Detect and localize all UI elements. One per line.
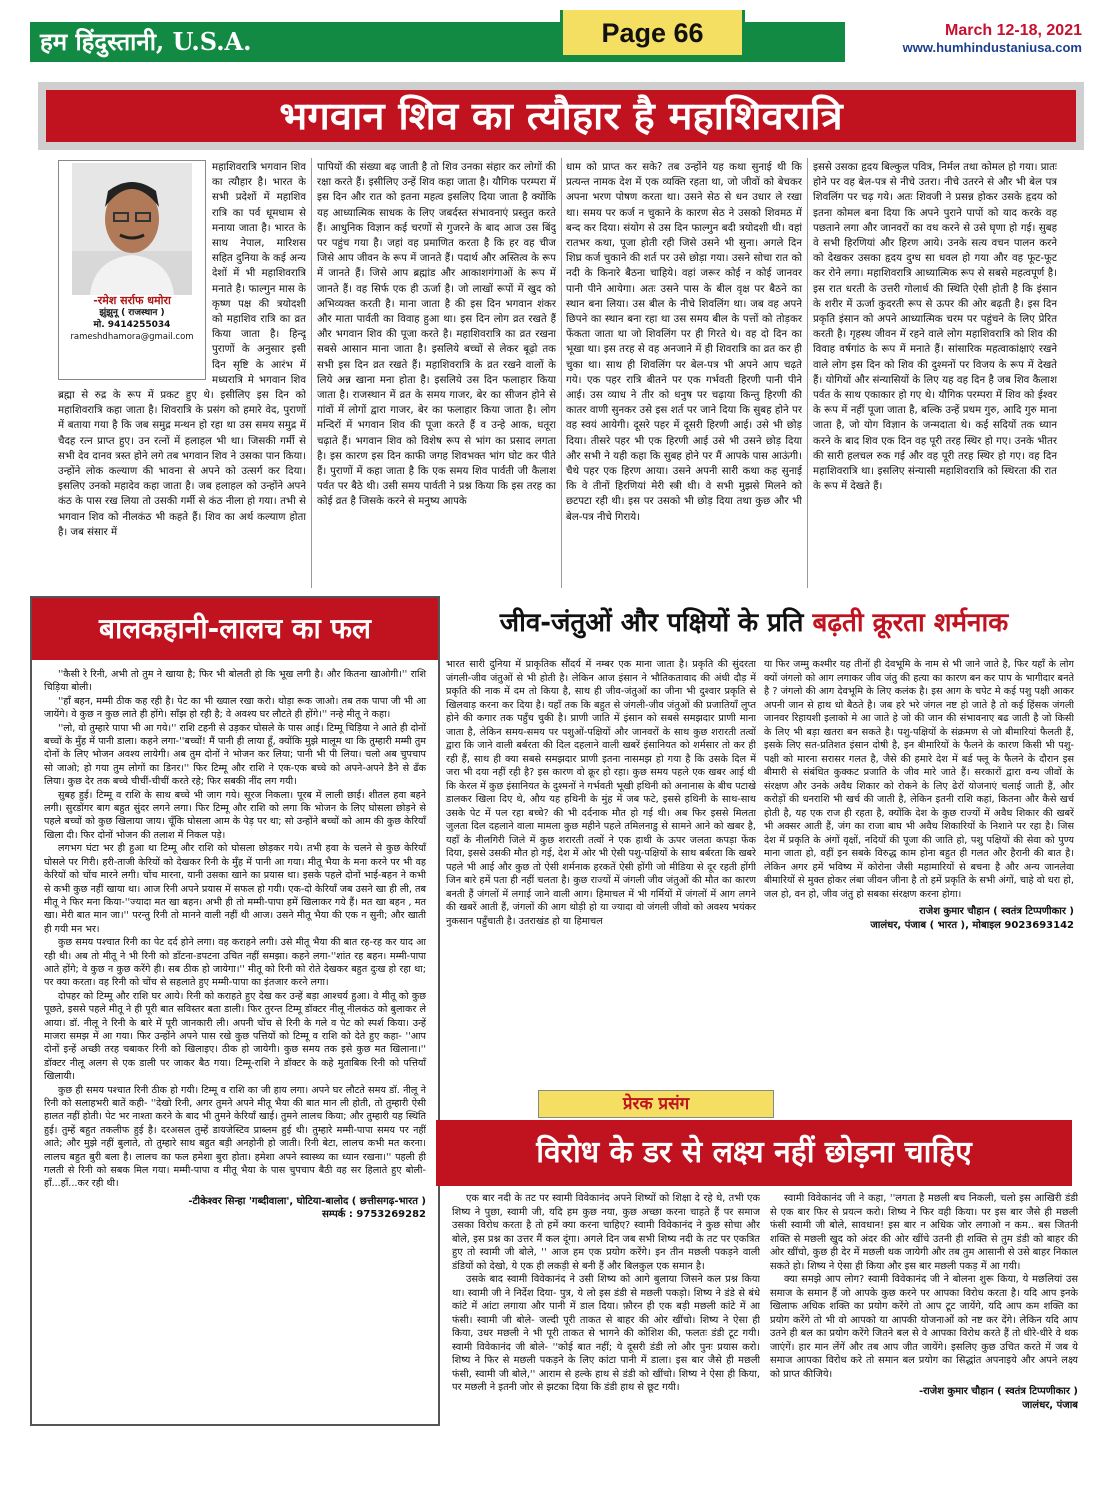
lead-text-4: इससे उसका हृदय बिल्कुल पवित्र, निर्मल तथा कोमल हो गया। प्रातः होने पर वह बेल-पत्र से नीचे उतरा। नीचे उतरने से और भी बेल पत्र शिवलिंग पर चढ़ गये। अतः शिवजी ने प्रसन्न होकर उसके हृदय को इतना कोमल बना दिया कि अपने पुराने पापों को याद करके वह पछताने लगा और जानवरों का वध करने से उसे घृणा हो गई। सुबह वे सभी हिरणियां और हिरण आये। उनके सत्य वचन पालन करने को देखकर उसका हृदय दुग्ध सा धवल हो गया और वह फूट-फूट कर रोने लगा। महाशिवरात्रि आध्यात्मिक रूप से सबसे महत्वपूर्ण है। इस रात धरती के उत्तरी गोलार्ध की स्थिति ऐसी होती है कि इंसान के शरीर में ऊर्जा कुदरती रूप से ऊपर की ओर बढ़ती है। इस दिन प्रकृति इंसान को अपने आध्यात्मिक चरम पर पहुंचने के लिए प्रेरित करती है। गृहस्थ जीवन में रहने वाले लोग महाशिवरात्रि को शिव की विवाह वर्षगांठ के रूप में मनाते हैं। सांसारिक महत्वाकांक्षाएं रखने वाले लोग इस दिन को शिव की दुश्मनों पर विजय के रूप में देखते हैं। योगियों और संन्यासियों के लिए यह वह दिन है जब शिव कैलाश पर्वत के साथ एकाकार हो गए थे। यौगिक परम्परा में शिव को ईश्वर के रूप में नहीं पूजा जाता है, बल्कि उन्हें प्रथम गुरु, आदि गुरु माना जाता है, जो योग विज्ञान के जन्मदाता थे। कई सदियों तक ध्यान करने के बाद शिव एक दिन वह पूरी तरह स्थिर हो गए। उनके भीतर की सारी हलचल रुक गई और वह पूरी तरह स्थिर हो गए। वह दिन महाशिवरात्रि था। इसलिए संन्यासी महाशिवरात्रि को स्थिरता की रात के रूप में देखते हैं।	[813, 162, 1057, 493]
story-title: बालकहानी-लालच का फल	[32, 598, 438, 660]
column-divider	[561, 158, 562, 588]
date-box	[845, 10, 1090, 62]
story-paragraph: लगभग घंटा भर ही हुआ था टिम्मू और राशि को घोसला छोड़कर गये। तभी हवा के चलने से कुछ केरियाँ घोसले पर गिरी। हरी-ताजी केरियों को देखकर रिनी के मुँह में पानी आ गया। मीतू भैया के मना करने पर भी वह केरियों को चोंच मारने लगी। चोंच मारना, यानी उसका खाने का प्रयास था। इसके पहले दोनों भाई-बहन ने कभी से कभी कुछ नहीं खाया था। आज रिनी अपने प्रयास में सफल हो गयी। एक-दो केरियाँ जब उसने खा ही ली, तब मीतू ने फिर मना किया-''ज्यादा मत खा बहन। अभी ही तो मम्मी-पापा हमें खिलाकर गये हैं। मत खा बहन , मत खा। मेरी बात मान जा।'' परन्तु रिनी तो मानने वाली नहीं थी आज। उसने मीतू भैया की एक न सुनी; और खाती ही गयी मन भर।	[44, 843, 426, 935]
lead-column-1	[58, 160, 306, 590]
prerak-byline: -राजेश कुमार चौहान ( स्वतंत्र टिप्पणीकार )	[918, 1386, 1078, 1397]
prerak-place: जालंधर, पंजाब	[1022, 1399, 1078, 1411]
header	[30, 10, 1090, 64]
lead-text-1: महाशिवरात्रि भगवान शिव का त्यौहार है। भारत के सभी प्रदेशों में महाशिव रात्रि का पर्व धूमधाम से मनाया जाता है। भारत के साथ नेपाल, मारिशस सहित दुनिया के कई अन्य देशों में भी महाशिवरात्रि मनाते है। फाल्गुन मास के कृष्ण पक्ष की त्रयोदशी को महाशिव रात्रि का व्रत किया जाता है। हिन्दू पुराणों के अनुसार इसी दिन सृष्टि के आरंभ में मध्यरात्रि मे भगवान शिव ब्रह्मा से रुद्र के रूप में प्रकट हुए थे। इसीलिए इस दिन को महाशिवरात्रि कहा जाता है। शिवरात्रि के प्रसंग को हमारे वेद, पुराणों में बताया गया है कि जब समुद्र मन्थन हो रहा था उस समय समुद्र में चैदह रत्न प्राप्त हुए। उन रत्नों में हलाहल भी था। जिसकी गर्मी से सभी देव दानव त्रस्त होने लगे तब भगवान शिव ने उसका पान किया। उन्होंने लोक कल्याण की भावना से अपने को उत्सर्ग कर दिया। इसलिए उनको महादेव कहा जाता है। जब हलाहल को उन्होंने अपने कंठ के पास रख लिया तो उसकी गर्मी से कंठ नीला हो गया। तभी से भगवान शिव को नीलकंठ भी कहते हैं। शिव का अर्थ कल्याण होता है। जब संसार में	[58, 162, 306, 538]
author-place: झुंझुनू ( राजस्थान )	[99, 308, 165, 318]
lead-banner	[38, 82, 1084, 150]
story-box	[30, 596, 440, 1426]
prerak-title: विरोध के डर से लक्ष्य नहीं छोड़ना चाहिए	[436, 1120, 1072, 1186]
cruelty-text-2: या फिर जम्मु कश्मीर यह तीनों ही देवभूमि के नाम से भी जाने जाते है, फिर यहाँ के लोग क्यों जंगलो को आग लगाकर जीव जंतु की हत्या का कारण बन कर पाप के भागीदार बनते है ? जंगलो की आग देवभूमि के लिए कलंक है। इस आग के चपेट मे कई पशु पक्षी आकर अपनी जान से हाथ धो बैठते है। जब हरे भरे जंगल नष्ट हो जाते है तो कई हिंसक जंगली जानवर रिहायशी इलाको मे आ जाते हे जो की जान की संभावनाए बढ जाती है जो किसी के लिए भी बड़ा खतरा बन सकते है। पशु-पक्षियों के संक्रमण से जो बीमारियां फैलती हैं, इसके लिए सत-प्रतिशत इंसान दोषी है, इन बीमारियों के फैलने के कारण किसी भी पशु-पक्षी को मारना सरासर गलत है, जैसे की हमारे देश में बर्ड फ्लू के फैलने के दौरान इस बीमारी से संबंधित कुक्कट प्रजाति के जीव मारे जाते हैं। सरकारों द्वारा वन्य जीवों के संरक्षण और उनके अवैध शिकार को रोकने के लिए ढेरों योजनाएं चलाई जाती हैं, और करोड़ों की धनराशि भी खर्च की जाती है, लेकिन इतनी राशि कहां, कितना और कैसे खर्च होती है, यह एक राज ही रहता है, क्योंकि देश के कुछ राज्यों में अवैध शिकार की खबरें भी अक्सर आती हैं, जंग का राजा बाघ भी अवैध शिकारियों के निशाने पर रहा है। जिस देश में प्रकृति के अंगों वृक्षों, नदियों की पूजा की जाति हो, पशु पक्षियों की सेवा को पुण्य माना जाता हो, वहीं इन सबके विरुद्ध काम होना बहुत ही गलत और हैरानी की बात है। लेकिन अगर हमें भविष्य में कोरोना जैसी महामारियों से बचना है और अन्य जानलेवा बीमारियों से मुक्त होकर लंबा जीवन जीना है तो हमें प्रकृति के सभी अंगों, चाहे वो धरा हो, जल हो, वन हो, जीव जंतु हो सबका संरक्षण करना होगा।	[764, 659, 1074, 900]
cruelty-column-2	[764, 658, 1074, 1090]
story-paragraph: सुबह हुई। टिम्मू व राशि के साथ बच्चे भी जाग गये। सूरज निकला। पूरब में लाली छाई। शीतल हवा बहने लगी। सुरडोंगर बाग बहुत सुंदर लगने लगा। फिर टिम्मू और राशि को लगा कि भोजन के लिए घोसला छोड़ने से पहले बच्चों को कुछ खिलाया जाय। चूँकि घोसला आम के पेड़ पर था; सो उन्होंने बच्चों को आम की कुछ केरियाँ खिला दी। फिर दोनों भोजन की तलाश में निकल पड़े।	[44, 789, 426, 841]
publication-date: March 12-18, 2021	[945, 22, 1082, 39]
cruelty-headline-part-1: जीव-जंतुओं और पक्षियों के प्रति	[499, 608, 813, 638]
story-paragraph: कुछ समय पश्चात रिनी का पेट दर्द होने लगा। वह कराहने लगी। उसे मीतू भैया की बात रह-रह कर याद आ रही थी। अब तो मीतू ने भी रिनी को डाँटना-डपटना उचित नहीं समझा। कहने लगा-''शांत रह बहन। मम्मी-पापा आते होंगे; वे कुछ न कुछ करेंगे ही। सब ठीक हो जायेगा।'' मीतू को रिनी को रोते देखकर बहुत दुःख हो रहा था; पर क्या करता। वह रिनी को चोंच से सहलाते हुए मम्मी-पापा का इंतजार करने लगा।	[44, 937, 426, 989]
masthead-title: हम हिंदुस्तानी, U.S.A.	[40, 27, 252, 56]
lead-title: भगवान शिव का त्यौहार है महाशिवरात्रि	[279, 94, 843, 138]
author-name: -रमेश सर्राफ धमोरा	[93, 294, 171, 307]
prerak-column-2	[770, 1192, 1078, 1444]
author-photo-box	[58, 160, 206, 380]
story-paragraph: ''हाँ बहन, मम्मी ठीक कह रही है। पेट का भी ख्याल रखा करो। थोड़ा रूक जाओ। तब तक पापा जी भी आ जायेंगे। वे कुछ न कुछ लाते ही होंगे। साँझ हो रही है; वे अवश्य घर लौटते ही होंगे।'' नन्हे मीतू ने कहा।	[44, 695, 426, 721]
cruelty-headline-part-2: बढ़ती क्रूरता शर्मनाक	[812, 608, 1009, 638]
author-email: rameshdhamora@gmail.com	[70, 332, 194, 342]
prerak-paragraph: एक बार नदी के तट पर स्वामी विवेकानंद अपने शिष्यों को शिक्षा दे रहे थे, तभी एक शिष्य ने पुछा, स्वामी जी, यदि हम कुछ नया, कुछ अच्छा करना चाहते हैं पर समाज उसका विरोध करता है तो हमें क्या करना चाहिए? स्वामी विवेकानंद ने कुछ सोचा और बोले, इस प्रश्न का उत्तर मैं कल दूंगा। अगले दिन जब सभी शिष्य नदी के तट पर एकत्रित हुए तो स्वामी जी बोले, '' आज हम एक प्रयोग करेंगे। इन तीन मछली पकड़ने वाली डंडियों को देखो, ये एक ही लकड़ी से बनी हैं और बिलकुल एक समान है।	[452, 1193, 760, 1272]
prerak-paragraph: क्या समझे आप लोग? स्वामी विवेकानंद जी ने बोलना शुरू किया, ये मछलियां उस समाज के समान हैं जो आपके कुछ करने पर आपका विरोध करता है। यदि आप इनके खिलाफ अधिक शक्ति का प्रयोग करेंगे तो आप टूट जायेंगे, यदि आप कम शक्ति का प्रयोग करेंगे तो भी वो आपको या आपकी योजनाओं को नष्ट कर देंगे। लेकिन यदि आप उतने ही बल का प्रयोग करेंगे जितने बल से वे आपका विरोध करते हैं तो धीरे-धीरे वे थक जाएंगें। हार मान लेंगें और तब आप जीत जायेंगे। इसलिए कुछ उचित करते में जब ये समाज आपका विरोध करे तो समान बल प्रयोग का सिद्धांत अपनाइये और अपने लक्ष्य को प्राप्त कीजिये।	[770, 1274, 1078, 1380]
story-paragraph: दोपहर को टिम्मू और राशि घर आये। रिनी को कराहते हुए देख कर उन्हें बड़ा आश्चर्य हुआ। वे मीतू को कुछ पूछते, इससे पहले मीतू ने ही पूरी बात सविस्तर बता डाली। फिर तुरन्त टिम्मू डॉक्टर नीलू नीलकंठ को बुलाकर ले आया। डॉ. नीलू ने रिनी के बारे में पूरी जानकारी ली। अपनी चोंच से रिनी के गले व पेट को स्पर्श किया। उन्हें माजरा समझ में आ गया। फिर उन्होंने अपने पास रखे कुछ पत्तियों को टिम्मू व राशि को देते हुए कहा- ''आप दोनों इन्हें अच्छी तरह चबाकर रिनी को खिलाइए। ठीक हो जायेगी। कुछ समय तक इसे कुछ मत खिलाना।'' डॉक्टर नीलू अलग से एक डाली पर जाकर बैठ गया। टिम्मू-राशि ने डॉक्टर के कहे मुताबिक रिनी को पत्तियाँ खिलायी।	[44, 990, 426, 1083]
lead-text-3: धाम को प्राप्त कर सके? तब उन्होंने यह कथा सुनाई थी कि प्रत्यन्त नामक देश में एक व्यक्ति रहता था, जो जीवों को बेचकर अपना भरण पोषण करता था। उसने सेठ से धन उधार ले रखा था। समय पर कर्ज न चुकाने के कारण सेठ ने उसको शिवमठ में बन्द कर दिया। संयोग से उस दिन फाल्गुन बदी त्रयोदशी थी। वहां रातभर कथा, पूजा होती रही जिसे उसने भी सुना। अगले दिन शिघ्र कर्ज चुकाने की शर्त पर उसे छोड़ा गया। उसने सोचा रात को नदी के किनारे बैठना चाहिये। वहां जरूर कोई न कोई जानवर पानी पीने आयेगा। अतः उसने पास के बील वृक्ष पर बैठने का स्थान बना लिया। उस बील के नीचे शिवलिंग था। जब वह अपने छिपने का स्थान बना रहा था उस समय बील के पत्तों को तोड़कर फेंकता जाता था जो शिवलिंग पर ही गिरते थे। वह दो दिन का भूखा था। इस तरह से वह अनजाने में ही शिवरात्रि का व्रत कर ही चुका था। साथ ही शिवलिंग पर बेल-पत्र भी अपने आप चढ़ते गये। एक पहर रात्रि बीतने पर एक गर्भवती हिरणी पानी पीने आई। उस व्याध ने तीर को धनुष पर चढ़ाया किन्तु हिरणी की कातर वाणी सुनकर उसे इस शर्त पर जाने दिया कि सुबह होने पर वह स्वयं आयेगी। दूसरे पहर में दूसरी हिरणी आई। उसे भी छोड़ दिया। तीसरे पहर भी एक हिरणी आई उसे भी उसने छोड़ दिया और सभी ने यही कहा कि सुबह होने पर मैं आपके पास आऊंगी। चैथे पहर एक हिरण आया। उसने अपनी सारी कथा कह सुनाई कि वे तीनों हिरणियां मेरी स्त्री थी। वे सभी मुझसे मिलने को छटपटा रही थी। इस पर उसको भी छोड़ दिया तथा कुछ और भी बेल-पत्र नीचे गिराये।	[566, 162, 802, 523]
prerak-tag: प्रेरक प्रसंग	[538, 1090, 774, 1118]
lead-column-3	[566, 160, 802, 590]
prerak-column-1	[452, 1192, 760, 1444]
cruelty-place: जालंधर, पंजाब ( भारत ), मोबाइल 9023693142	[870, 919, 1074, 931]
cruelty-column-1	[446, 658, 756, 1090]
author-phone: मो. 9414255034	[93, 320, 171, 330]
cruelty-byline: राजेश कुमार चौहान ( स्वतंत्र टिप्पणीकार )	[919, 906, 1074, 917]
story-paragraph: कुछ ही समय पश्चात रिनी ठीक हो गयी। टिम्मू व राशि का जी हाय लगा। अपने घर लौटते समय डॉ. नीलू ने रिनी को सलाहभरी बातें कही- ''देखो रिनी, अगर तुमने अपने मीतू भैया की बात मान ली होती, तो तुम्हारी ऐसी हालत नहीं होती। पेट भर नाश्ता करने के बाद भी तुमने केरियाँ खाई। तुमने लालच किया; और तुम्हारी यह स्थिति हुई। तुम्हें बहुत तकलीफ हुई है। दरअसल तुम्हें डायजेस्टिव प्राब्लम हुई थी। तुम्हारे मम्मी-पापा समय पर नहीं आते; और मुझे नहीं बुलाते, तो तुम्हारे साथ बहुत बड़ी अनहोनी हो जाती। रिनी बेटा, लालच कभी मत करना। लालच बहुत बुरी बला है। लालच का फल हमेशा बुरा होता। हमेशा अपने स्वास्थ्य का ध्यान रखना।'' पहली ही गलती से रिनी को सबक मिल गया। मम्मी-पापा व मीतू भैया के पास चुपचाप बैठी वह सर हिलाते हुए बोली-हाँ...हाँ...कर रही थी।	[44, 1084, 426, 1190]
column-divider	[311, 158, 312, 588]
story-byline: -टीकेश्वर सिन्हा 'गब्दीवाला', घोटिया-बालोद ( छत्तीसगढ़-भारत )	[188, 1195, 426, 1207]
lead-text-2: पापियों की संख्या बढ़ जाती है तो शिव उनका संहार कर लोगों की रक्षा करते हैं। इसीलिए उन्हें शिव कहा जाता है। यौगिक परम्परा में इस दिन और रात को इतना महत्व इसलिए दिया जाता है क्योंकि यह आध्यात्मिक साधक के लिए जबर्दस्त संभावनाएं प्रस्तुत करते हैं। आधुनिक विज्ञान कई चरणों से गुजरने के बाद आज उस बिंदु पर पहुंच गया है। जहां वह प्रमाणित करता है कि हर वह चीज जिसे आप जीवन के रूप में जानते हैं। पदार्थ और अस्तित्व के रूप में जानते हैं। जिसे आप ब्रह्मांड और आकाशगंगाओं के रूप में जानते हैं। वह सिर्फ एक ही ऊर्जा है। जो लाखों रूपों में खुद को अभिव्यक्त करती है। माना जाता है की इस दिन भगवान शंकर और माता पार्वती का विवाह हुआ था। इस दिन लोग व्रत रखते हैं और भगवान शिव की पूजा करते है। महाशिवरात्रि का व्रत रखना सबसे आसान माना जाता है। इसलिये बच्चों से लेकर बूढ़ो तक सभी इस दिन व्रत रखते हैं। महाशिवरात्रि के व्रत रखने वालों के लिये अन्न खाना मना होता है। इसलिये उस दिन फलाहार किया जाता है। राजस्थान में व्रत के समय गाजर, बेर का सीजन होने से गांवों में लोगों द्वारा गाजर, बेर का फलाहार किया जाता है। लोग मन्दिरों में भगवान शिव की पूजा करते हैं व उन्हे आक, धतूरा चढ़ाते हैं। भगवान शिव को विशेष रूप से भांग का प्रसाद लगता है। इस कारण इस दिन काफी जगह शिवभक्त भांग घोट कर पीते हैं। पुराणों में कहा जाता है कि एक समय शिव पार्वती जी कैलाश पर्वत पर बैठे थी। उसी समय पार्वती ने प्रश्न किया कि इस तरह का कोई व्रत है जिसके करने से मनुष्य आपके	[317, 162, 556, 508]
cruelty-text-1: भारत सारी दुनिया में प्राकृतिक सौंदर्य में नम्बर एक माना जाता है। प्रकृति की सुंदरता जंगली-जीव जंतुओं से भी होती है। लेकिन आज इंसान ने भौतिकतावाद की अंधी दौड़ में प्रकृति की नाक में दम तो किया है, साथ ही जीव-जंतुओं का जीना भी दुश्वार प्रकृति से खिलवाड़ करना कर दिया है। यहाँ तक कि बहुत से जंगली-जीव जंतुओं की प्रजातियाँ लुप्त होने की कगार तक पहुँच चुकी है। प्राणी जाति में इंसान को सबसे समझदार प्राणी माना जाता है, लेकिन समय-समय पर पशुओं-पक्षियों और जानवरों के साथ कुछ शरारती तत्वों द्वारा कि जाने वाली बर्बरता की दिल दहलाने वाली खबरें इंसानियत को शर्मसार तो कर ही रही हैं, साथ ही क्या सबसे समझदार प्राणी इतना नासमझ हो गया है कि उसके दिल में जरा भी दया नहीं रही है? इस कारण वो क्रूर हो रहा। कुछ समय पहले एक खबर आई थी कि केरल में कुछ इंसानियत के दुश्मनों ने गर्भवती भूखी हथिनी को अनानास के बीच पटाखे डालकर खिला दिए थे, औय यह हथिनी के मुंह में जब फटे, इससे हथिनी के साथ-साथ उसके पेट में पल रहा बच्चे? की भी दर्दनाक मौत हो गई थी। अब फिर इससे मिलता जुलता दिल दहलाने वाला मामला कुछ महीने पहले तमिलनाडु से सामने आने को खबर है, यहाँ के नीलगिरी जिले में कुछ शरारती तत्वों ने एक हाथी के ऊपर जलता कपड़ा फेंक दिया, इससे उसकी मौत हो गई, देश में ओर भी ऐसी पशु-पक्षियों के साथ बर्बरता कि खबरे पहले भी आई और कुछ तो ऐसी शर्मनाक हरकतें ऐसी होंगी जो मीडिया से दूर रहती होंगी जिन बारे हमें पता ही नहीं चलता है। कुछ राज्यों में जंगली जीव जंतुओं की मौत का कारण बनती हैं जंगलों में लगाई जाने वाली आग। हिमाचल में भी गर्मियों में जंगलों में आग लगने की खबरें आती हैं, जंगलों की आग थोड़ी हो या ज्यादा वो जंगली जीवो को अवश्य भयंकर नुकसान पहुँचाती है। उतराखंड हो या हिमाचल	[446, 659, 756, 927]
lead-column-2	[317, 160, 556, 590]
page-number: Page 66	[560, 10, 745, 58]
lead-column-4	[813, 160, 1057, 590]
cruelty-headline	[436, 592, 1072, 654]
story-paragraph: ''लो, वो तुम्हारे पापा भी आ गये।'' राशि टहनी से उड़कर घोसले के पास आई। टिम्मू चिड़िया ने आते ही दोनों बच्चों के मुँह में पानी डाला। कहने लगा-''बच्चों! मैं पानी ही लाया हूँ, क्योंकि मुझे मालूम था कि तुम्हारी मम्मी तुम दोनों के लिए भोजन अवश्य लायेगी। अब तुम दोनों ने भोजन कर लिया; पानी भी पी लिया। चलो अब चुपचाप सो जाओ; हो गया तुम लोगों का डिनर।'' फिर टिम्मू और राशि ने एक-एक बच्चे को अपने-अपने डैने से ढँक लिया। कुछ देर तक बच्चे चीचीं-चीचीं करते रहे; फिर सबकी नींद लग गयी।	[44, 722, 426, 788]
story-body	[32, 660, 438, 1222]
story-paragraph: ''कैसी रे रिनी, अभी तो तुम ने खाया है; फिर भी बोलती हो कि भूख लगी है। और कितना खाओगी।'' राशि चिड़िया बोली।	[44, 669, 426, 694]
prerak-paragraph: उसके बाद स्वामी विवेकानंद ने उसी शिष्य को आगे बुलाया जिसने कल प्रश्न किया था। स्वामी जी ने निर्देश दिया- पुत्र, ये लो इस डंडी से मछली पकड़ो। शिष्य ने डंडे से बंधे कांटे में आंटा लगाया और पानी में डाल दिया। फ़ौरन ही एक बड़ी मछली कांटे में आ फंसी। स्वामी जी बोले- जल्दी पूरी ताकत से बाहर की ओर खींचो। शिष्य ने ऐसा ही किया, उधर मछली ने भी पूरी ताकत से भागने की कोशिश की, फलतः डंडी टूट गयी। स्वामी विवेकानंद जी बोले- ''कोई बात नहीं; ये दूसरी डंडी लो और पुनः प्रयास करो। शिष्य ने फिर से मछली पकड़ने के लिए कांटा पानी में डाला। इस बार जैसे ही मछली फंसी, स्वामी जी बोले,'' आराम से हल्के हाथ से डंडी को खींचो। शिष्य ने ऐसा ही किया, पर मछली ने इतनी जोर से झटका दिया कि डंडी हाथ से छूट गयी।	[452, 1274, 760, 1393]
website-url: www.humhindustaniusa.com	[902, 40, 1082, 55]
prerak-paragraph: स्वामी विवेकानंद जी ने कहा, ''लगता है मछली बच निकली, चलो इस आखिरी डंडी से एक बार फिर से प्रयत्न करो। शिष्य ने फिर वही किया। पर इस बार जैसे ही मछली फंसी स्वामी जी बोले, सावधान! इस बार न अधिक जोर लगाओ न कम.. बस जितनी शक्ति से मछली खुद को अंदर की ओर खींचे उतनी ही शक्ति से तुम डंडी को बाहर की ओर खींचो, कुछ ही देर में मछली थक जायेगी और तब तुम आसानी से उसे बाहर निकाल सकते हो। शिष्य ने ऐसा ही किया और इस बार मछली पकड़ में आ गयी।	[770, 1193, 1078, 1272]
column-divider	[807, 158, 808, 588]
story-phone: सम्पर्क : 9753269282	[322, 1209, 426, 1221]
author-photo	[72, 163, 192, 295]
